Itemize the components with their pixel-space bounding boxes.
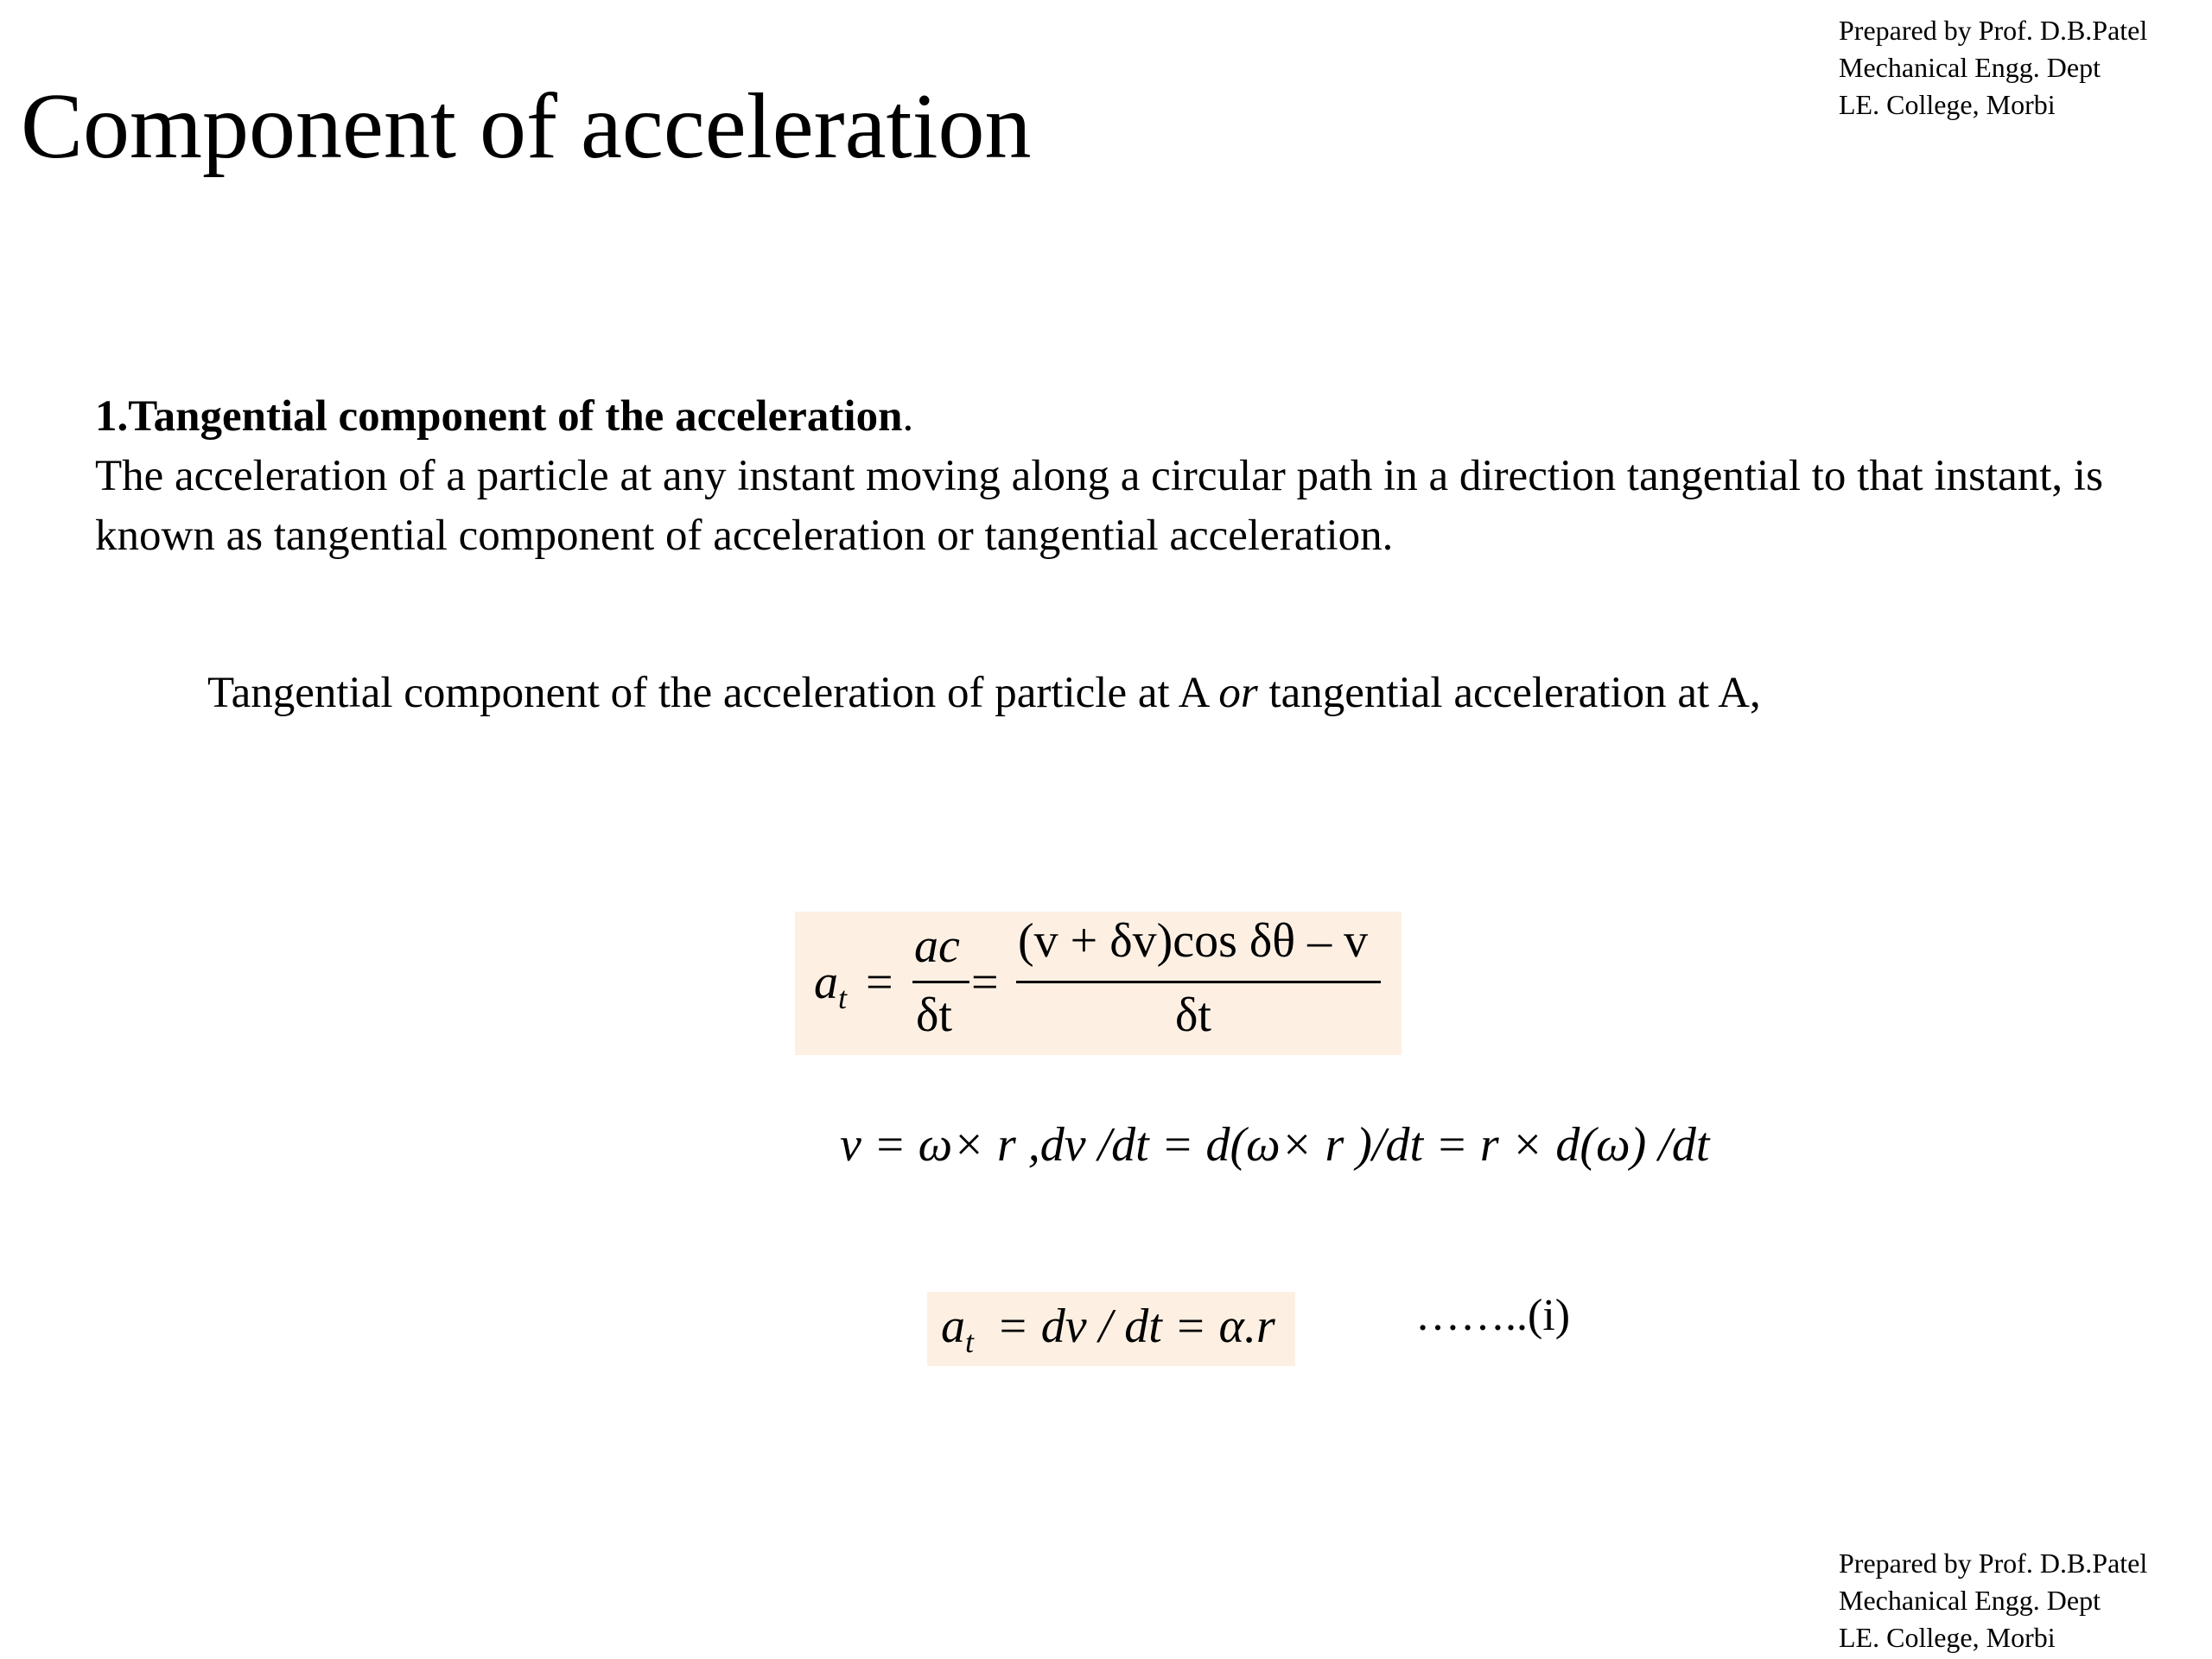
formula1-lhs-symbol: a — [814, 956, 838, 1009]
formula1-lhs-subscript: t — [838, 981, 848, 1015]
credit-college: LE. College, Morbi — [1839, 89, 2056, 120]
formula2-lhs-symbol: a — [941, 1300, 965, 1353]
equation-number-tag: ……..(i) — [1415, 1291, 1571, 1340]
section-heading: 1.Tangential component of the acceleration — [95, 392, 903, 441]
lead-sentence — [207, 664, 1761, 723]
formula1-equals-2: = — [971, 956, 999, 1009]
credit-block-top — [1839, 12, 2202, 124]
formula1-frac2-bar — [1016, 981, 1381, 983]
credit-department: Mechanical Engg. Dept — [1839, 1585, 2101, 1616]
credit-author: Prepared by Prof. D.B.Patel — [1839, 1548, 2148, 1579]
velocity-derivative-equation: v = ω× r ,dv /dt = d(ω× r )/dt = r × d(ω) /dt — [840, 1118, 1710, 1172]
credit-author: Prepared by Prof. D.B.Patel — [1839, 15, 2148, 46]
formula1-frac1-numerator: ac — [914, 919, 960, 973]
formula1-frac2-denominator: δt — [1175, 988, 1211, 1042]
formula2-lhs — [941, 1299, 974, 1360]
lead-text-part1: Tangential component of the acceleration of particle at A — [207, 669, 1219, 717]
credit-block-bottom — [1839, 1545, 2202, 1656]
formula1-frac1-bar — [912, 981, 969, 983]
lead-text-italic: or — [1218, 669, 1258, 717]
section-heading-period: . — [902, 392, 914, 441]
credit-department: Mechanical Engg. Dept — [1839, 52, 2101, 83]
slide-title: Component of acceleration — [21, 75, 1032, 178]
formula-tangential-derivation — [795, 912, 1402, 1055]
formula2-rhs: = dv / dt = α.r — [996, 1300, 1275, 1353]
formula1-lhs — [814, 955, 847, 1016]
formula1-frac2-numerator: (v + δv)cos δθ – v — [1018, 914, 1369, 968]
formula-tangential-result — [927, 1292, 1295, 1366]
formula1-equals-1: = — [866, 956, 893, 1009]
section-tangential — [95, 387, 2134, 566]
lead-text-part2: tangential acceleration at A, — [1257, 669, 1761, 717]
section-paragraph: The acceleration of a particle at any instant moving along a circular path in a direction tangential to that instant, is known as tangential component of acceleration or tangential acceleration. — [95, 452, 2103, 560]
formula2-lhs-subscript: t — [965, 1325, 975, 1359]
credit-college: LE. College, Morbi — [1839, 1622, 2056, 1653]
formula1-frac1-denominator: δt — [916, 988, 952, 1042]
